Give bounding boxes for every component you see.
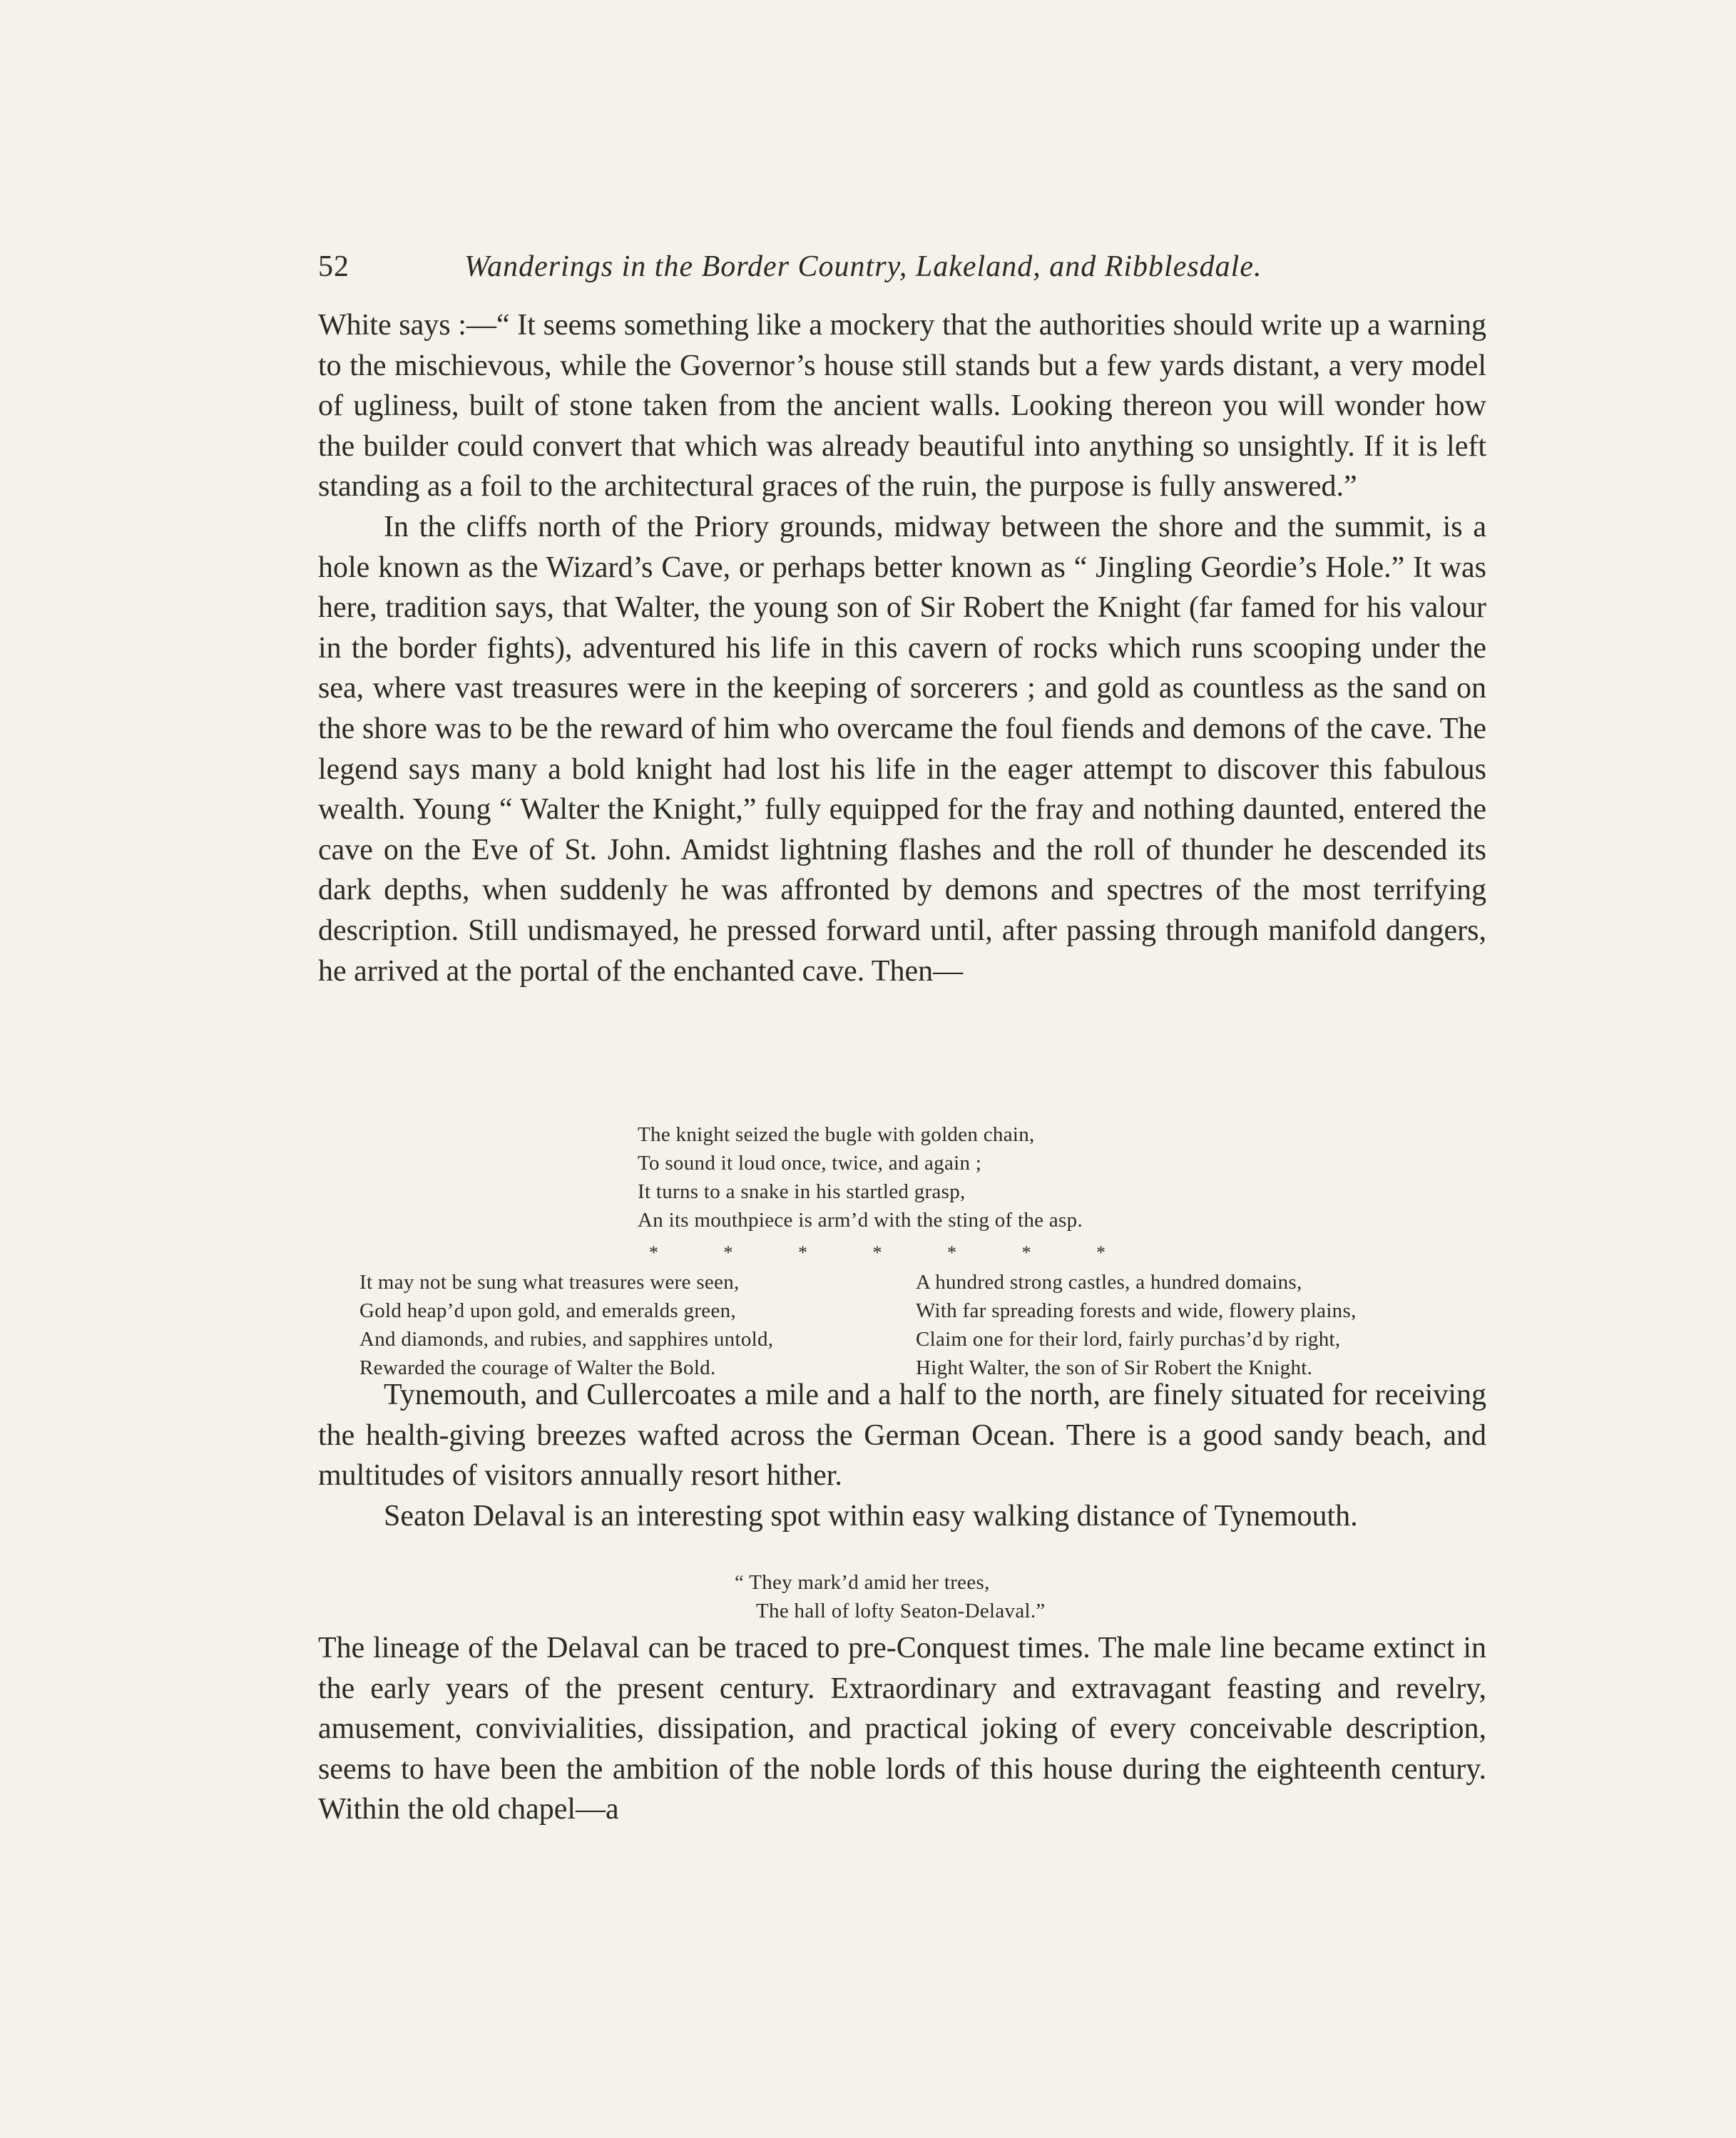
paragraph-wizards-cave: In the cliffs north of the Priory grounds, midway between the shore and the summit, is a hole known as the Wizard’s Cave, or perhaps better known as “ Jingling Geordie’s Hole.” It was here, tradition says, that Walter, the young son of Sir Robert the Knight (far famed for his valour in the border fights), adventured his life in this cavern of rocks which runs scooping under the sea, where vast treasures were in the keeping of sorcerers ; and gold as countless as the sand on the shore was to be the reward of him who overcame the foul fiends and demons of the cave. The legend says many a bold knight had lost his life in the eager attempt to discover this fabulous wealth. Young “ Walter the Knight,” fully equipped for the fray and nothing daunted, entered the cave on the Eve of St. John. Amidst lightning flashes and the roll of thunder he descended its dark depths, when suddenly he was affronted by demons and spectres of the most terrifying description. Still undismayed, he pressed forward until, after passing through manifold dangers, he arrived at the portal of the enchanted cave. Then— [318, 510, 1486, 988]
asterisk: * [649, 1242, 658, 1263]
verse-line: And diamonds, and rubies, and sapphires untold, [359, 1328, 774, 1351]
verse-bugle [638, 1120, 1083, 1234]
verse-line: Claim one for their lord, fairly purchas’d by right, [916, 1328, 1341, 1351]
verse-line: Hight Walter, the son of Sir Robert the Knight. [916, 1356, 1313, 1379]
verse-line: “ They mark’d amid her trees, [735, 1571, 990, 1594]
verse-line: A hundred strong castles, a hundred domains, [916, 1271, 1302, 1294]
asterisk: * [1021, 1242, 1031, 1263]
paragraph-white-says: White says :—“ It seems something like a mockery that the authorities should write up a warning to the mischievous, while the Governor’s house still stands but a few yards distant, a very model of ugliness, built of stone taken from the ancient walls. Looking thereon you will wonder how the builder could convert that which was already beautiful into anything so unsightly. If it is left standing as a foil to the architectural graces of the ruin, the purpose is fully answered.” [318, 309, 1486, 503]
paragraph-seaton-delaval: Seaton Delaval is an interesting spot within easy walking distance of Tynemouth. [384, 1499, 1358, 1533]
verse-line: The hall of lofty Seaton-Delaval.” [756, 1600, 1046, 1622]
page-number: 52 [318, 250, 349, 283]
verse-line: Rewarded the courage of Walter the Bold. [359, 1356, 716, 1379]
asterism-divider [649, 1242, 1106, 1264]
running-title: Wanderings in the Border Country, Lakeland, and Ribblesdale. [464, 250, 1262, 283]
asterisk: * [947, 1242, 956, 1263]
verse-line: The knight seized the bugle with golden chain, [638, 1123, 1035, 1146]
verse-line: An its mouthpiece is arm’d with the sting of the asp. [638, 1209, 1083, 1232]
asterisk: * [1096, 1242, 1106, 1263]
text-block-lineage [318, 1628, 1486, 1830]
paragraph-lineage: The lineage of the Delaval can be traced to pre-Conquest times. The male line became extinct in the early years of the present century. Extraordinary and extravagant feasting and revelry, amusement, convivialities, dissipation, and practical joking of every conceivable description, seems to have been the ambition of the noble lords of this house during the eighteenth century. Within the old chapel—a [318, 1632, 1486, 1826]
verse-line: Gold heap’d upon gold, and emeralds green, [359, 1299, 737, 1322]
text-block-tynemouth [318, 1375, 1486, 1536]
verse-line: To sound it loud once, twice, and again ; [638, 1152, 982, 1175]
verse-treasures [359, 1268, 773, 1382]
verse-line: With far spreading forests and wide, flowery plains, [916, 1299, 1357, 1322]
verse-castles [916, 1268, 1357, 1382]
page-header [318, 244, 1488, 294]
asterisk: * [872, 1242, 882, 1263]
verse-seaton [735, 1568, 1046, 1625]
paragraph-tynemouth: Tynemouth, and Cullercoates a mile and a half to the north, are finely situated for receiving the health-giving breezes wafted across the German Ocean. There is a good sandy beach, and multitudes of visitors annually resort hither. [318, 1379, 1486, 1493]
verse-line: It turns to a snake in his startled grasp, [638, 1180, 966, 1203]
asterisk: * [798, 1242, 807, 1263]
asterisk: * [723, 1242, 733, 1263]
verse-line: It may not be sung what treasures were seen, [359, 1271, 740, 1294]
text-block-opening [318, 305, 1486, 991]
